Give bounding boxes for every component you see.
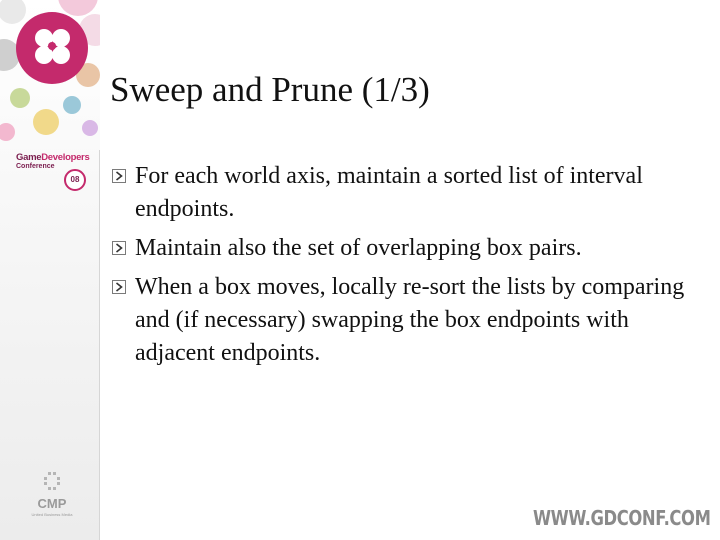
bullet-text: When a box moves, locally re-sort the lists by comparing and (if necessary) swapping the box endpoints with adjacent endpoints. (135, 274, 685, 366)
cmp-mark-icon (22, 470, 82, 494)
bullet-list (112, 160, 692, 376)
gdc-logo-title: GameDevelopers (16, 152, 90, 163)
bullet-text: Maintain also the set of overlapping box pairs. (135, 235, 582, 261)
bullet-item (112, 271, 692, 370)
bullet-item (112, 232, 692, 265)
chevron-right-icon (112, 241, 126, 255)
chevron-right-icon (112, 280, 126, 294)
bullet-text: For each world axis, maintain a sorted list of interval endpoints. (135, 163, 643, 222)
gdc-logo-conference: Conference (16, 163, 55, 170)
cmp-tagline: United Business Media (31, 512, 73, 517)
gdc-logo (16, 150, 98, 190)
bullet-item (112, 160, 692, 226)
cmp-name: CMP (37, 496, 67, 511)
sidebar (0, 0, 100, 540)
chevron-right-icon (112, 169, 126, 183)
decorative-circles-art (0, 0, 100, 150)
footer-url: WWW.GDCONF.COM (532, 506, 710, 530)
sidebar-divider (99, 150, 100, 540)
gdc-logo-year: 08 (64, 169, 86, 191)
slide-title: Sweep and Prune (1/3) (110, 70, 430, 109)
cmp-logo (22, 470, 82, 520)
